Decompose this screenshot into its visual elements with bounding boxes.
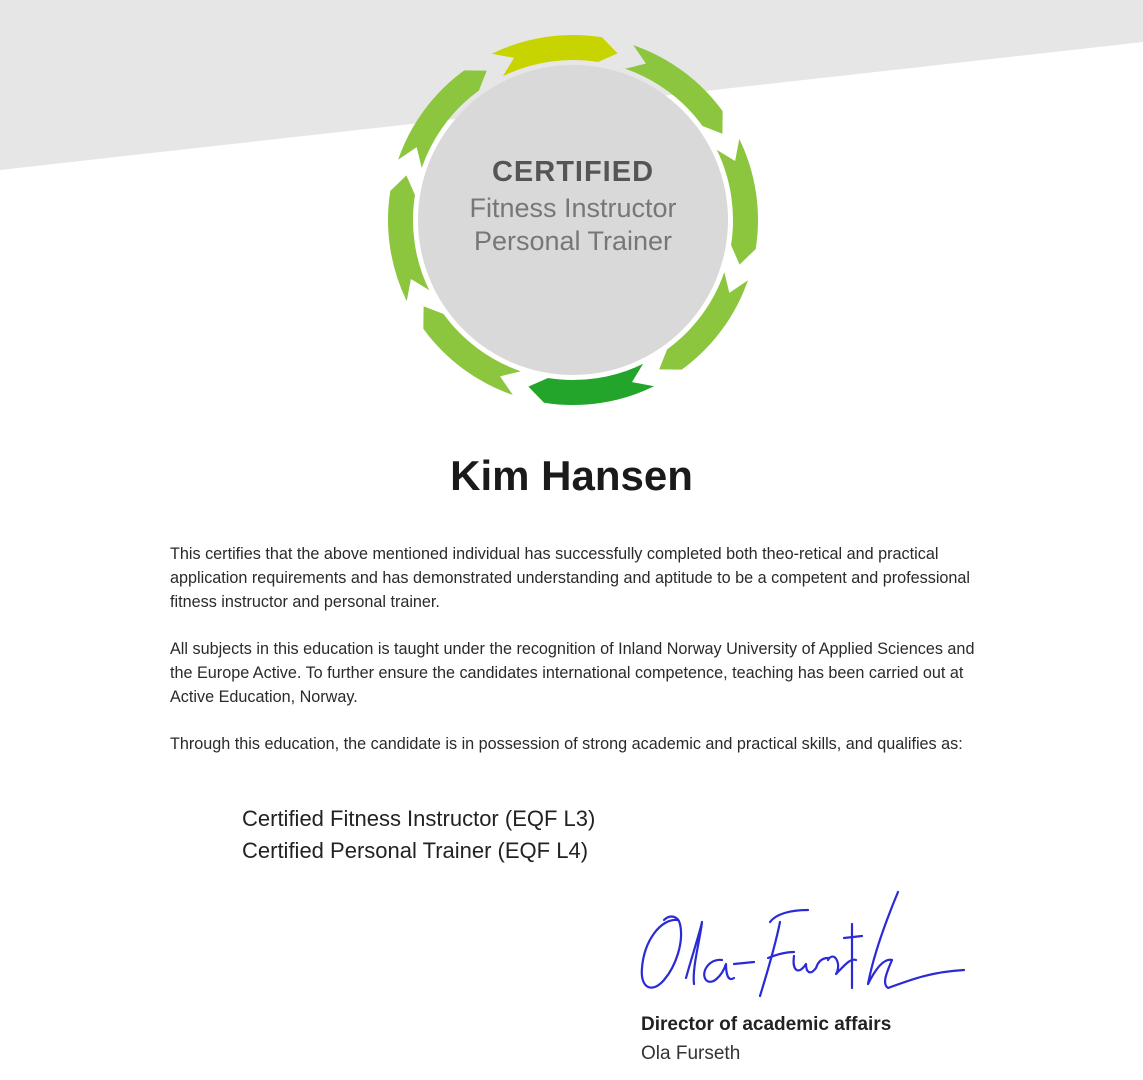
badge-subtitle-line-1: Fitness Instructor xyxy=(469,193,677,223)
signer-role: Director of academic affairs xyxy=(641,1014,892,1035)
qualification-intro-paragraph: Through this education, the candidate is in possession of strong academic and practical skills, and qualifies as: xyxy=(170,735,963,753)
qualification-personal-trainer: Certified Personal Trainer (EQF L4) xyxy=(242,838,589,863)
qualification-fitness-instructor: Certified Fitness Instructor (EQF L3) xyxy=(242,806,596,831)
handwritten-signature-icon xyxy=(630,880,980,1010)
recipient-name: Kim Hansen xyxy=(450,452,693,499)
recognition-paragraph: All subjects in this education is taught under the recognition of Inland Norway University of Applied Sciences and the Europe Active. To further ensure the candidates international competence, teaching has been carried out at Active Education, Norway. xyxy=(170,640,975,706)
badge-title: CERTIFIED xyxy=(491,156,655,188)
signer-name: Ola Furseth xyxy=(641,1043,741,1064)
certification-statement-paragraph: This certifies that the above mentioned individual has successfully completed both theo-retical and practical application requirements and has demonstrated understanding and aptitude to be a competent and professional fitness instructor and personal trainer. xyxy=(170,545,971,611)
badge-subtitle-line-2: Personal Trainer xyxy=(473,226,673,256)
